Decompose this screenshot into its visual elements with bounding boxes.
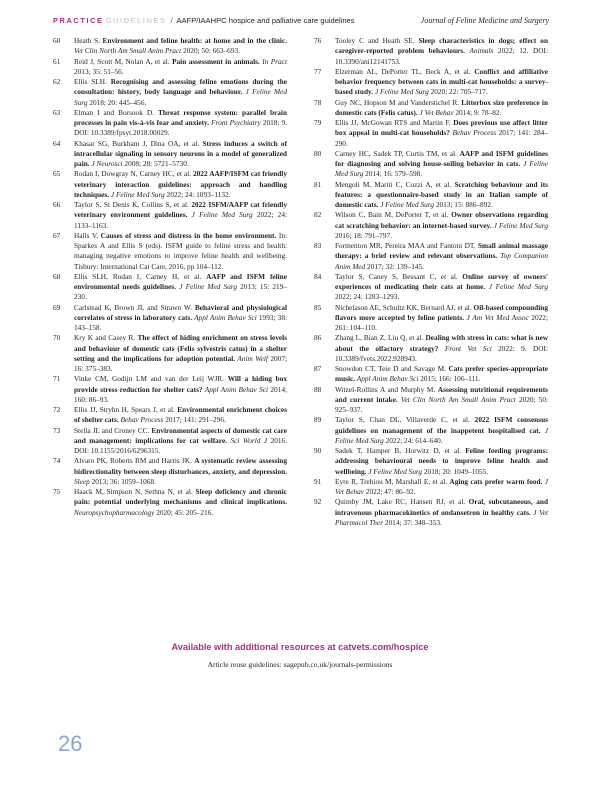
reference-authors: Taylor S, Caney S, Bessant C, et al. xyxy=(335,271,463,281)
reference-number: 85 xyxy=(314,302,322,312)
reference-journal: J Am Vet Med Assoc xyxy=(464,312,529,322)
reference-item xyxy=(314,415,548,446)
reference-authors: Carney HC, Sadek TP, Curtis TM, et al. xyxy=(335,148,460,158)
reference-details: 2020; 22: 705–717. xyxy=(428,87,488,97)
reference-details: 2015; 166: 106–111. xyxy=(418,374,481,384)
reference-title: Sleep characteristics in dogs; effect on caregiver-reported problem behaviours. xyxy=(335,36,548,56)
reference-journal: Vet Clin North Am Small Anim Pract xyxy=(74,46,182,56)
reference-journal: Sleep xyxy=(74,476,90,486)
reference-item xyxy=(53,77,287,108)
reference-number: 64 xyxy=(53,138,61,148)
reference-journal: J Vet Behav xyxy=(417,107,454,117)
reference-journal: J Feline Med Surg xyxy=(109,189,165,199)
reference-item xyxy=(314,98,548,119)
reference-details: 2014; 9: 78–82. xyxy=(453,107,502,117)
reference-item xyxy=(314,149,548,180)
reference-details: 2017; 32: 139–145. xyxy=(365,261,424,271)
reference-journal: Sci World J xyxy=(227,435,268,445)
reference-journal: J Vet Pharmacol Ther xyxy=(335,507,548,527)
reference-authors: Rodan I, Dowgray N, Carney HC, et al. xyxy=(74,169,193,179)
reference-title: Aging cats prefer warm food. xyxy=(449,476,543,486)
reference-number: 92 xyxy=(314,497,322,507)
reference-details: 2008; 28: 5721–5730. xyxy=(122,159,189,168)
reference-details: 2022; 24: 1133–1163. xyxy=(74,210,288,230)
page-number: 26 xyxy=(58,731,83,756)
reference-item xyxy=(53,272,287,303)
reference-authors: Elman I and Borsook D. xyxy=(74,107,159,117)
reference-authors: Mengoli M, Mariti C, Cozzi A, et al. xyxy=(335,179,455,189)
reference-details: 2017; 141: 291–296. xyxy=(163,415,226,425)
reference-number: 89 xyxy=(314,415,322,425)
reference-title: Causes of stress and distress in the home environment. xyxy=(100,230,277,240)
reference-details: 2022; 47: 86–92. xyxy=(363,487,416,496)
reference-journal: J Feline Med Surg xyxy=(335,159,548,179)
reference-authors: Halls V. xyxy=(74,230,101,240)
reference-number: 81 xyxy=(314,179,322,189)
reference-journal: J Neurosci xyxy=(89,159,123,168)
reference-number: 76 xyxy=(314,36,322,45)
reference-title: Will a hiding box provide stress reduction for shelter cats? xyxy=(74,374,287,394)
reference-number: 79 xyxy=(314,118,322,127)
reference-details: 2020; 45: 205–216. xyxy=(154,507,214,517)
reference-journal: J Feline Med Surg xyxy=(378,200,435,209)
reference-title: Scratching behaviour and its features: a questionnaire-based study in an Italian sample of domestic cats. xyxy=(335,179,548,209)
reference-details: 2022; 12. DOI: 10.3390/ani12141753. xyxy=(335,46,548,66)
reference-title: Threat response system: parallel brain processes in pain vis-à-vis fear and anxiety. xyxy=(74,107,288,127)
reference-title: Stress induces a switch of intracellular signaling in sensory neurons in a model of generalized pain. xyxy=(74,138,288,168)
reference-details: 2022; 24: 1093–1132. xyxy=(164,189,231,199)
reference-authors: Reid J, Scott M, Nolan A, et al. xyxy=(74,56,173,66)
reference-number: 71 xyxy=(53,374,61,384)
reference-details: 2014; 16: 579–598. xyxy=(363,169,423,179)
reference-authors: Kry K and Casey R. xyxy=(74,333,138,343)
reference-number: 68 xyxy=(53,271,61,281)
reference-details: 2018; 20: 445–456. xyxy=(87,97,147,107)
reference-journal: Top Companion Anim Med xyxy=(335,251,548,271)
reference-number: 83 xyxy=(314,241,322,250)
reference-item xyxy=(314,477,548,498)
reference-title: 2022 ISFM/AAFP cat friendly veterinary environment guidelines. xyxy=(74,200,287,220)
reference-authors: Taylor S, St Denis K, Collins S, et al. xyxy=(74,200,192,209)
reference-item xyxy=(53,169,287,200)
reference-item xyxy=(314,67,548,98)
header-guideline-title: AAFP/IAAHPC hospice and palliative care guidelines xyxy=(176,16,355,25)
reference-authors: Sadek T, Hamper B, Horwitz D, et al. xyxy=(335,446,466,455)
reference-details: 2016. DOI: 10.1155/2016/6296315. xyxy=(74,435,288,455)
article-reuse-note: Article reuse guidelines: sagepub.co.uk/journals-permissions xyxy=(207,660,393,669)
reference-number: 62 xyxy=(53,77,61,86)
reference-title: Dealing with stress in cats: what is new about the olfactory strategy? xyxy=(335,333,548,353)
reference-details: 2018; 20: 1049–1055. xyxy=(422,466,489,476)
reference-number: 70 xyxy=(53,333,61,343)
reference-item xyxy=(53,426,287,457)
reference-journal: Behav Process xyxy=(118,415,164,425)
header-subsection-label: GUIDELINES xyxy=(105,16,167,25)
references-right-column xyxy=(314,36,548,528)
reference-number: 90 xyxy=(314,446,322,455)
reference-item xyxy=(314,36,548,67)
reference-item xyxy=(53,333,287,374)
reference-title: Feline feeding programs: addressing behavioural needs to improve feline health and wellbeing. xyxy=(335,446,549,476)
reference-authors: Ellis JJ, McGowan RTS and Martin F. xyxy=(335,118,454,127)
reference-item xyxy=(53,200,287,231)
reference-journal: J Feline Med Surg xyxy=(373,87,429,97)
reference-details: 2020; 50: 663–693. xyxy=(181,46,240,56)
reference-number: 72 xyxy=(53,405,61,414)
reference-item xyxy=(53,405,287,426)
reference-details: 2013; 15: 219–230. xyxy=(74,282,287,302)
running-header xyxy=(53,14,549,28)
reference-title: Oral, subcutaneous, and intravenous pharmacokinetics of ondansetron in healthy cats. xyxy=(335,497,549,517)
reference-authors: Nichelason AE, Schultz KK, Bernard AJ, et al. xyxy=(335,302,474,312)
reference-details: In: Sparkes A and Ellis S (eds). ISFM guide to feline stress and health: managing negative emotions to improve feline health and wellbeing. Tisbury: International Cat Care, 2016, pp 104–112. xyxy=(74,230,288,271)
reference-journal: Anim Welf xyxy=(235,353,268,363)
reference-details: 2013; 35: 51–56. xyxy=(74,66,124,76)
reference-item xyxy=(314,446,548,477)
reference-journal: J Vet Behav xyxy=(335,476,548,496)
reference-journal: J Feline Med Surg xyxy=(366,466,423,476)
reference-number: 77 xyxy=(314,66,322,76)
reference-details: 2020; 50: 925–937. xyxy=(335,394,549,414)
reference-number: 73 xyxy=(53,425,61,435)
reference-details: 1993; 38: 143–158. xyxy=(74,312,287,332)
reference-title: Behavioral and physiological correlates of stress in laboratory cats. xyxy=(74,302,287,322)
reference-number: 78 xyxy=(314,97,322,107)
reference-title: The effect of hiding enrichment on stress levels and behaviour of domestic cats (Felis sylvestris catus) in a shelter setting and the implications for adoption potential. xyxy=(74,333,287,363)
reference-authors: Alvaro PK, Roberts RM and Harris JK. xyxy=(74,456,195,466)
reference-journal: J Feline Med Surg xyxy=(74,87,287,107)
reference-authors: Ellis SLH. xyxy=(74,77,111,86)
reference-journal: Vet Clin North Am Small Anim Pract xyxy=(397,394,516,404)
reference-title: Pain assessment in animals. xyxy=(172,56,260,66)
reference-journal: Front Psychiatry xyxy=(209,118,261,127)
reference-details: 2013; 36: 1059–1068. xyxy=(89,476,156,486)
reference-authors: Carlstead K, Brown JL and Strawn W. xyxy=(74,302,195,312)
reference-item xyxy=(314,333,548,364)
reference-authors: Eyre R, Trehiou M, Marshall E, et al. xyxy=(335,476,450,486)
reference-details: 2013; 15: 886–892. xyxy=(434,200,493,209)
reference-title: Online survey of owners' experiences of medicating their cats at home. xyxy=(335,271,549,291)
reference-journal: J Feline Med Surg xyxy=(491,220,548,230)
reference-number: 60 xyxy=(53,36,61,45)
reference-item xyxy=(53,374,287,405)
reference-number: 87 xyxy=(314,364,322,373)
references-left-column xyxy=(53,36,287,518)
reference-details: 2016; 18: 791–797. xyxy=(335,230,392,240)
reference-item xyxy=(314,272,548,303)
reference-title: Recognising and assessing feline emotions during the consultation: history, body language and behaviour. xyxy=(74,77,288,97)
reference-title: Sleep deficiency and chronic pain: potential underlying mechanisms and clinical implications. xyxy=(74,487,287,507)
reference-title: Owner observations regarding cat scratching behavior: an internet-based survey. xyxy=(335,210,548,230)
reference-number: 63 xyxy=(53,107,61,117)
reference-item xyxy=(53,139,287,170)
reference-number: 61 xyxy=(53,56,61,66)
reference-title: Environmental enrichment choices of shelter cats. xyxy=(74,405,287,425)
reference-journal: J Feline Med Surg xyxy=(176,282,237,291)
reference-number: 80 xyxy=(314,148,322,158)
reference-authors: Tooley C and Heath SE. xyxy=(335,36,419,45)
reference-authors: Khasar SG, Burkham J, Dina OA, et al. xyxy=(74,138,203,148)
reference-item xyxy=(53,57,287,78)
reference-title: Small animal massage therapy: a brief review and relevant observations. xyxy=(335,241,548,261)
reference-title: AAFP and ISFM feline environmental needs guidelines. xyxy=(74,271,287,291)
reference-item xyxy=(314,118,548,149)
reference-journal: J Feline Med Surg xyxy=(187,210,253,220)
reference-details: 2022; 261: 104–110. xyxy=(335,312,548,332)
reference-details: 2017; 141: 284–290. xyxy=(335,128,548,148)
reference-journal: J Feline Med Surg xyxy=(335,425,548,445)
reference-authors: Ellis JJ, Stryhn H, Spears J, et al. xyxy=(74,405,178,414)
header-section xyxy=(53,14,355,28)
reference-journal: In Pract xyxy=(259,56,288,66)
reference-authors: Witzel-Rollins A and Murphy M. xyxy=(335,384,438,394)
reference-journal: Behav Process xyxy=(449,128,497,138)
reference-number: 75 xyxy=(53,487,61,496)
reference-journal: Front Vet Sci xyxy=(438,343,492,353)
reference-title: 2022 AAFP/ISFM cat friendly veterinary interaction guidelines: approach and handling techniques. xyxy=(74,169,287,199)
reference-journal: J Feline Med Surg xyxy=(485,282,548,291)
reference-item xyxy=(53,487,287,518)
reference-number: 88 xyxy=(314,384,322,394)
reference-authors: Quimby JM, Lake RC, Hansen RJ, et al. xyxy=(335,497,469,507)
reference-item xyxy=(314,497,548,528)
reference-item xyxy=(53,36,287,57)
reference-number: 74 xyxy=(53,456,61,466)
reference-authors: Haack M, Simpson N, Sethna N, et al. xyxy=(74,487,196,496)
reference-title: AAFP and ISFM guidelines for diagnosing and solving house-soiling behavior in cats. xyxy=(335,148,548,168)
reference-number: 65 xyxy=(53,169,61,179)
reference-item xyxy=(53,108,287,139)
reference-title: A systematic review assessing bidirectionality between sleep disturbances, anxiety, and depression. xyxy=(74,456,287,476)
reference-number: 66 xyxy=(53,200,61,209)
reference-number: 67 xyxy=(53,230,61,240)
reference-details: 2022; 24: 614–640. xyxy=(383,435,443,445)
header-separator: / xyxy=(170,16,173,25)
reference-title: Environment and feline health: at home and in the clinic. xyxy=(102,36,287,45)
reference-title: Environmental aspects of domestic cat care and management: implications for cat welfare. xyxy=(74,425,287,445)
reference-number: 69 xyxy=(53,302,61,312)
reference-journal: Neuropsychopharmacology xyxy=(74,507,155,517)
reference-authors: Snowdon CT, Teie D and Savage M. xyxy=(335,364,449,373)
reference-number: 91 xyxy=(314,476,322,486)
reference-authors: Elzerman AL, DePorter TL, Beck A, et al. xyxy=(335,66,475,76)
header-journal-name: Journal of Feline Medicine and Surgery xyxy=(420,16,549,25)
reference-authors: Formenton MR, Pereira MAA and Fantoni DT. xyxy=(335,241,478,250)
reference-details: 2014; 37: 348–353. xyxy=(383,517,442,527)
reference-details: 2007; 16: 375–383. xyxy=(74,353,287,373)
reference-authors: Wilson C, Bain M, DePorter T, et al. xyxy=(335,210,452,220)
reference-authors: Heath S. xyxy=(74,36,103,45)
reference-item xyxy=(314,241,548,272)
reference-item xyxy=(314,385,548,416)
reference-journal: Appl Anim Behav Sci xyxy=(355,374,419,384)
reference-title: 2022 ISFM consensus guidelines on management of the inappetent hospitalised cat. xyxy=(335,415,548,435)
additional-resources-link[interactable]: Available with additional resources at catvets.com/hospice xyxy=(171,642,429,652)
reference-item xyxy=(53,456,287,487)
reference-number: 86 xyxy=(314,333,322,343)
reference-authors: Stella JL and Croney CC. xyxy=(74,425,152,435)
reference-item xyxy=(314,303,548,334)
reference-title: Cats prefer species-appropriate music. xyxy=(335,364,548,384)
reference-journal: Appl Anim Behav Sci xyxy=(192,312,257,322)
reference-item xyxy=(314,364,548,385)
reference-authors: Ellis SLH, Rodan I, Carney H, et al. xyxy=(74,271,207,281)
header-section-label: PRACTICE xyxy=(53,16,104,25)
reference-title: Conflict and affiliative behavior frequency between cats in multi-cat households: a survey-based study. xyxy=(335,66,548,97)
reference-title: Litterbox size preference in domestic cats (Felis catus). xyxy=(335,97,548,117)
reference-number: 82 xyxy=(314,210,322,220)
reference-title: Oil-based compounding flavors more accepted by feline patients. xyxy=(335,302,548,322)
reference-number: 84 xyxy=(314,271,322,281)
reference-authors: Taylor S, Chan DL, Villaverde C, et al. xyxy=(335,415,475,425)
reference-details: 2022: 9. DOI: 10.3389/fvets.2022.928943. xyxy=(335,343,548,363)
reference-title: Does previous use affect litter box appeal in multi-cat households? xyxy=(335,118,548,138)
reference-details: 2014; 160: 86–93. xyxy=(74,384,287,404)
reference-authors: Zhang L, Bian Z, Liu Q, et al. xyxy=(335,333,426,343)
reference-item xyxy=(314,210,548,241)
reference-item xyxy=(53,231,287,272)
reference-authors: Guy NC, Hopson M and Vanderstichel R. xyxy=(335,97,462,107)
reference-item xyxy=(53,303,287,334)
reference-journal: Appl Anim Behav Sci xyxy=(202,384,269,394)
reference-title: Assessing nutritional requirements and current intake. xyxy=(335,384,548,404)
reference-item xyxy=(314,180,548,211)
reference-journal: Animals xyxy=(464,46,494,56)
reference-details: 2022; 24: 1283–1293. xyxy=(335,292,400,302)
reference-details: 2018; 9. DOI: 10.3389/fpsyt.2018.00029. xyxy=(74,118,287,138)
reference-authors: Vinke CM, Godijn LM and van der Leij WJR. xyxy=(74,374,228,384)
